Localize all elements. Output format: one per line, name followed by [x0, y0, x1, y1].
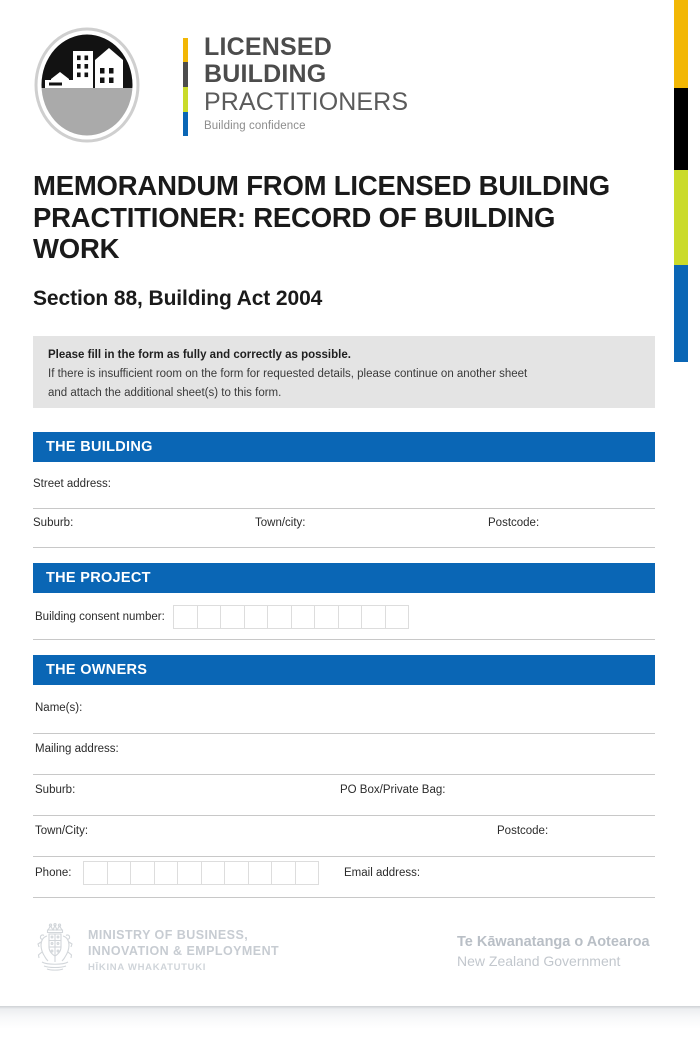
- phone-digit-7[interactable]: [225, 862, 249, 884]
- edge-strip-lime: [674, 170, 688, 265]
- phone-digit-2[interactable]: [108, 862, 132, 884]
- label-suburb: Suburb:: [33, 517, 74, 529]
- mbie-line-2: INNOVATION & EMPLOYMENT: [88, 943, 280, 958]
- phone-digit-8[interactable]: [249, 862, 273, 884]
- consent-digit-1[interactable]: [174, 606, 198, 628]
- page-footer: [0, 916, 688, 986]
- instructions-heading: Please fill in the form as fully and correctly as possible.: [48, 349, 351, 361]
- logo-bar-blue: [183, 112, 188, 136]
- label-owner-names: Name(s):: [35, 702, 83, 714]
- mbie-line-3-maori: HĪKINA WHAKATUTUKI: [88, 962, 207, 973]
- mbie-wordmark: [88, 922, 279, 975]
- section-header-the-building: THE BUILDING: [33, 432, 655, 462]
- nz-government-logo: [457, 933, 650, 971]
- label-owner-po-box: PO Box/Private Bag:: [340, 784, 446, 796]
- phone-digit-10[interactable]: [296, 862, 320, 884]
- field-row-suburb-town-postcode[interactable]: [33, 509, 655, 548]
- label-postcode: Postcode:: [488, 517, 540, 529]
- consent-digit-6[interactable]: [292, 606, 316, 628]
- field-row-owner-names[interactable]: [33, 693, 655, 734]
- label-owner-suburb: Suburb:: [35, 784, 76, 796]
- phone-digit-3[interactable]: [131, 862, 155, 884]
- nz-coat-of-arms-crest: [33, 922, 77, 974]
- phone-digit-1[interactable]: [84, 862, 108, 884]
- consent-digit-4[interactable]: [245, 606, 269, 628]
- mbie-logo: [33, 922, 279, 975]
- label-owner-phone: Phone:: [35, 867, 72, 879]
- field-row-owner-phone-email[interactable]: [33, 857, 655, 898]
- instructions-box: [33, 336, 655, 408]
- logo-tagline: Building confidence: [204, 120, 306, 132]
- page-title: MEMORANDUM FROM LICENSED BUILDING PRACTITIONER: RECORD OF BUILDING WORK: [33, 170, 610, 264]
- logo-line-building: BUILDING: [204, 60, 327, 88]
- logo-bar-yellow: [183, 38, 188, 62]
- field-row-building-consent-number[interactable]: [33, 601, 655, 640]
- edge-strip-blue: [674, 265, 688, 362]
- consent-digit-2[interactable]: [198, 606, 222, 628]
- logo-line-practitioners: PRACTITIONERS: [204, 88, 409, 116]
- consent-digit-10[interactable]: [386, 606, 410, 628]
- logo-bar-lime: [183, 87, 188, 112]
- phone-digit-5[interactable]: [178, 862, 202, 884]
- field-row-owner-suburb-pobox[interactable]: [33, 775, 655, 816]
- lbp-colour-bars: [183, 38, 188, 136]
- nz-government-english: New Zealand Government: [457, 953, 621, 969]
- nz-government-maori: Te Kāwanatanga o Aotearoa: [457, 934, 650, 950]
- consent-digit-3[interactable]: [221, 606, 245, 628]
- label-owner-town-city: Town/City:: [35, 825, 89, 837]
- label-owner-email-address: Email address:: [344, 867, 421, 879]
- section-header-the-project: THE PROJECT: [33, 563, 655, 593]
- phone-digit-6[interactable]: [202, 862, 226, 884]
- page-subtitle: Section 88, Building Act 2004: [33, 287, 323, 310]
- consent-digit-5[interactable]: [268, 606, 292, 628]
- instructions-line-1: If there is insufficient room on the form for requested details, please continue on another sheet: [48, 368, 528, 380]
- consent-digit-8[interactable]: [339, 606, 363, 628]
- logo-bar-grey: [183, 62, 188, 87]
- edge-colour-strips: [674, 0, 688, 362]
- label-town-city: Town/city:: [255, 517, 306, 529]
- phone-digit-9[interactable]: [272, 862, 296, 884]
- phone-digit-4[interactable]: [155, 862, 179, 884]
- instructions-line-2: and attach the additional sheet(s) to this form.: [48, 386, 282, 399]
- consent-digit-7[interactable]: [315, 606, 339, 628]
- building-consent-number-input[interactable]: [173, 605, 409, 629]
- edge-strip-yellow: [674, 0, 688, 88]
- section-header-the-owners: THE OWNERS: [33, 655, 655, 685]
- logo-line-licensed: LICENSED: [204, 33, 333, 61]
- field-row-street-address[interactable]: [33, 470, 655, 509]
- lbp-circle-building-logo: [33, 26, 141, 144]
- field-row-owner-town-postcode[interactable]: [33, 816, 655, 857]
- page-bottom-shadow: [0, 1007, 700, 1029]
- label-building-consent-number: Building consent number:: [35, 611, 165, 623]
- label-owner-postcode: Postcode:: [497, 825, 549, 837]
- mbie-line-1: MINISTRY OF BUSINESS,: [88, 928, 249, 942]
- label-owner-mailing-address: Mailing address:: [35, 743, 119, 755]
- field-row-owner-mailing-address[interactable]: [33, 734, 655, 775]
- edge-strip-black: [674, 88, 688, 170]
- owner-phone-input[interactable]: [83, 861, 319, 885]
- consent-digit-9[interactable]: [362, 606, 386, 628]
- label-street-address: Street address:: [33, 478, 111, 490]
